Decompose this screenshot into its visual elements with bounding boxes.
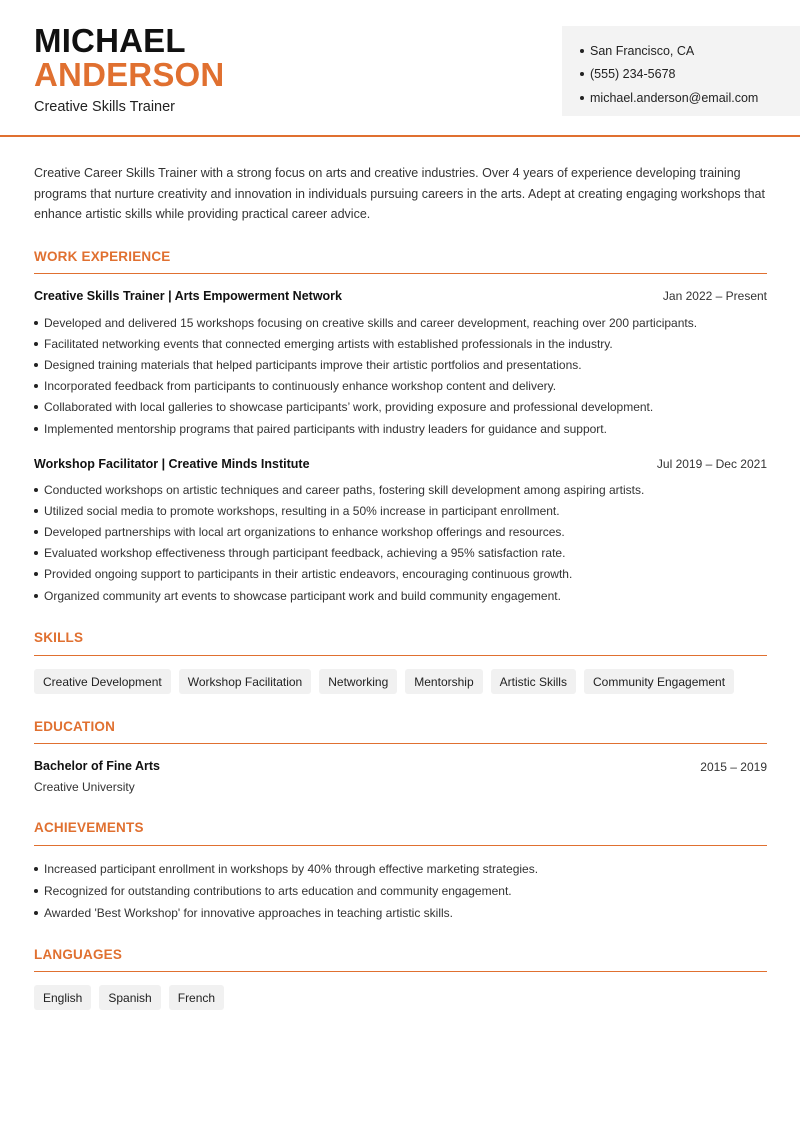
contact-phone: (555) 234-5678 — [580, 63, 800, 87]
list-item: Increased participant enrollment in workshops by 40% through effective marketing strategies. — [34, 858, 769, 880]
list-item: Utilized social media to promote workshops, resulting in a 50% increase in participant enrollment. — [34, 500, 769, 521]
bullet-icon — [34, 384, 38, 388]
contact-box — [562, 26, 800, 116]
bullet-icon — [34, 342, 38, 346]
bullet-icon — [34, 551, 38, 555]
list-item: Awarded 'Best Workshop' for innovative approaches in teaching artistic skills. — [34, 902, 769, 924]
job-header — [34, 457, 767, 471]
education-degree: Bachelor of Fine Arts — [34, 759, 160, 773]
list-item: Facilitated networking events that connected emerging artists with established professionals in the industry. — [34, 333, 769, 354]
job-bullets — [34, 479, 769, 606]
bullet-icon — [34, 405, 38, 409]
education-school: Creative University — [34, 780, 135, 794]
bullet-icon — [34, 594, 38, 598]
job-role: Creative Skills Trainer | Arts Empowerment Network — [34, 289, 343, 303]
skill-chip: Networking — [319, 669, 397, 694]
list-item: Evaluated workshop effectiveness through participant feedback, achieving a 95% satisfaction rate. — [34, 543, 769, 564]
bullet-icon — [34, 911, 38, 915]
skill-chip: Community Engagement — [584, 669, 734, 694]
section-title-languages: LANGUAGES — [34, 947, 123, 962]
section-title-skills: SKILLS — [34, 630, 84, 645]
language-chip: Spanish — [99, 985, 160, 1010]
section-title-achievements: ACHIEVEMENTS — [34, 820, 144, 835]
job-date: Jul 2019 – Dec 2021 — [656, 457, 767, 471]
bullet-icon — [34, 321, 38, 325]
bullet-icon — [34, 530, 38, 534]
contact-location: San Francisco, CA — [580, 39, 800, 63]
list-item: Organized community art events to showcase participant work and build community engagement. — [34, 585, 769, 606]
bullet-icon — [34, 363, 38, 367]
bullet-icon — [34, 427, 38, 431]
bullet-icon — [34, 509, 38, 513]
list-item: Recognized for outstanding contributions to arts education and community engagement. — [34, 880, 769, 902]
list-item: Conducted workshops on artistic techniques and career paths, fostering skill development among aspiring artists. — [34, 479, 769, 500]
skill-chip: Creative Development — [34, 669, 171, 694]
section-divider — [34, 845, 767, 846]
resume-header — [0, 0, 800, 137]
education-date: 2015 – 2019 — [700, 760, 767, 774]
section-divider — [34, 743, 767, 744]
first-name: MICHAEL — [34, 22, 186, 59]
languages-list — [34, 985, 224, 1010]
section-title-education: EDUCATION — [34, 719, 116, 734]
job-header — [34, 289, 767, 303]
contact-email: michael.anderson@email.com — [580, 86, 800, 110]
list-item: Provided ongoing support to participants in their artistic endeavors, encouraging continuous growth. — [34, 564, 769, 585]
achievements-list — [34, 858, 769, 924]
list-item: Designed training materials that helped participants improve their artistic portfolios and presentations. — [34, 354, 769, 375]
skill-chip: Mentorship — [405, 669, 482, 694]
job-date: Jan 2022 – Present — [662, 289, 767, 303]
section-divider — [34, 273, 767, 274]
section-divider — [34, 971, 767, 972]
list-item: Developed partnerships with local art organizations to enhance workshop offerings and resources. — [34, 521, 769, 542]
job-role: Workshop Facilitator | Creative Minds Institute — [34, 457, 310, 471]
language-chip: French — [169, 985, 224, 1010]
bullet-icon — [580, 49, 584, 53]
skill-chip: Artistic Skills — [491, 669, 576, 694]
skill-chip: Workshop Facilitation — [179, 669, 312, 694]
profile-summary: Creative Career Skills Trainer with a strong focus on arts and creative industries. Over 4 years of experience developing training programs that nurture creativity and innovation in individuals pursuing careers in the arts. Adept at creating engaging workshops that enhance artistic skills while providing practical career advice. — [34, 166, 765, 221]
section-title-work: WORK EXPERIENCE — [34, 249, 171, 264]
bullet-icon — [34, 488, 38, 492]
list-item: Collaborated with local galleries to showcase participants’ work, providing exposure and professional development. — [34, 397, 769, 418]
list-item: Incorporated feedback from participants to continuously enhance workshop content and delivery. — [34, 376, 769, 397]
language-chip: English — [34, 985, 91, 1010]
skills-list — [34, 669, 734, 694]
last-name: ANDERSON — [34, 56, 225, 93]
bullet-icon — [580, 72, 584, 76]
bullet-icon — [580, 96, 584, 100]
list-item: Developed and delivered 15 workshops focusing on creative skills and career development, reaching over 200 participants. — [34, 312, 769, 333]
section-divider — [34, 655, 767, 656]
bullet-icon — [34, 867, 38, 871]
job-title: Creative Skills Trainer — [34, 99, 176, 115]
bullet-icon — [34, 889, 38, 893]
bullet-icon — [34, 572, 38, 576]
list-item: Implemented mentorship programs that paired participants with industry leaders for guidance and support. — [34, 418, 769, 439]
job-bullets — [34, 312, 769, 439]
